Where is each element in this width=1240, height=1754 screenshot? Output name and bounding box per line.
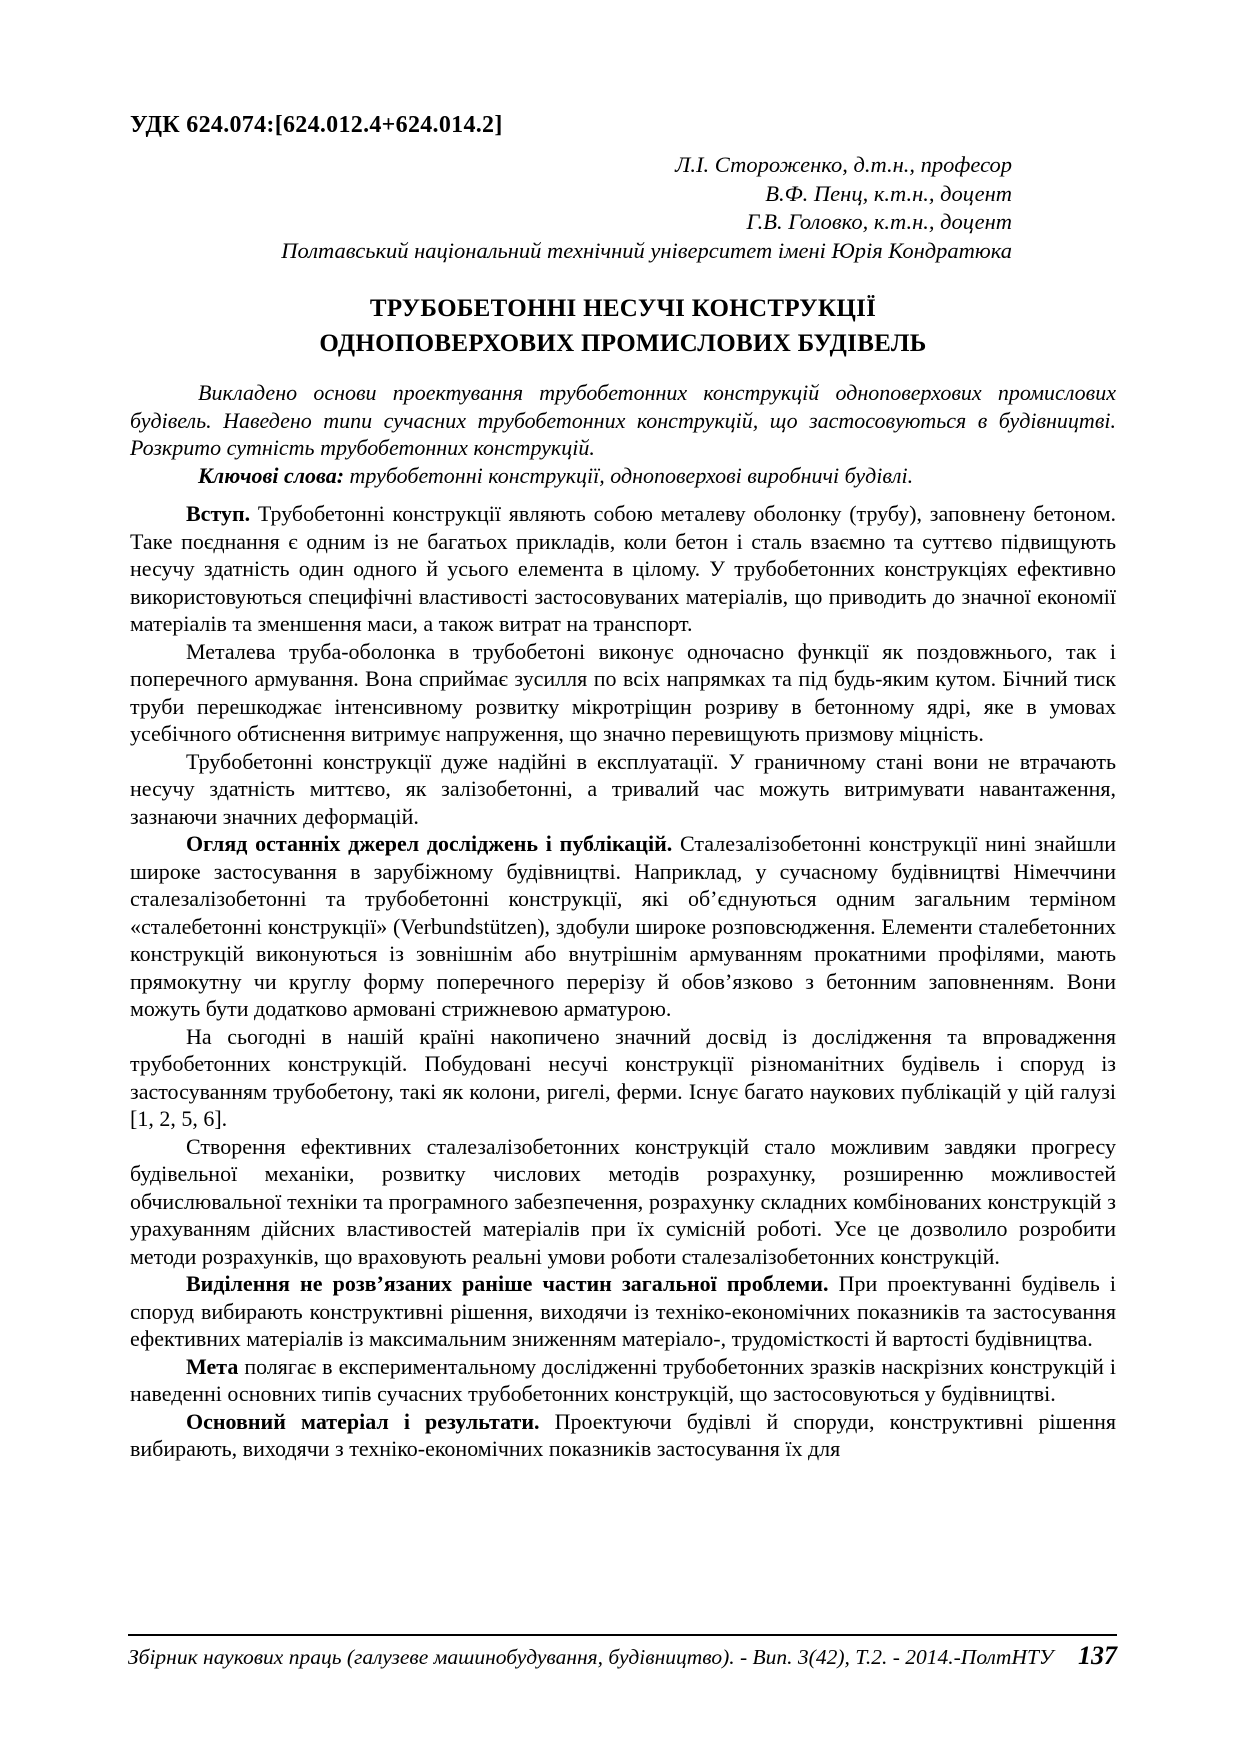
body-paragraph: Виділення не розв’язаних раніше частин загальної проблеми. При проектуванні будівель і споруд вибирають конструктивні рішення, виходячи із техніко-економічних показників та застосування ефективних матеріалів із максимальним зниженням матеріало-, трудомісткості й вартості будівництва. xyxy=(130,1271,1116,1351)
page-number: 137 xyxy=(1078,1641,1117,1670)
article-body xyxy=(130,500,1116,1463)
abstract-text: Викладено основи проектування трубобетонних конструкцій одноповерхових промислових будівель. Наведено типи сучасних трубобетонних конструкцій, що застосовуються в будівництві. Розкрито сутність трубобетонних конструкцій. xyxy=(130,380,1116,460)
body-paragraph: Металева труба-оболонка в трубобетоні виконує одночасно функції як поздовжнього, так і поперечного армування. Вона сприймає зусилля по всіх напрямках та під будь-яким кутом. Бічний тиск труби перешкоджає інтенсивному розвитку мікротріщин розриву в бетонному ядрі, яке в умовах усебічного обтиснення витримує напруження, що значно перевищують призмову міцність. xyxy=(130,638,1116,746)
paragraph-lead: Мета xyxy=(186,1353,239,1379)
article-title xyxy=(130,291,1116,361)
body-paragraph: Основний матеріал і результати. Проектуючи будівлі й споруди, конструктивні рішення вибирають, виходячи з техніко-економічних показників застосування їх для xyxy=(130,1408,1116,1461)
paragraph-lead: Вступ. xyxy=(186,501,251,526)
keywords-line xyxy=(130,462,1116,490)
udc-code: УДК 624.074:[624.012.4+624.014.2] xyxy=(130,112,503,138)
author-line: Г.В. Головко, к.т.н., доцент xyxy=(746,209,1012,234)
keywords-label: Ключові слова: xyxy=(198,462,345,488)
article-title-line-1: ТРУБОБЕТОННІ НЕСУЧІ КОНСТРУКЦІЇ xyxy=(369,295,877,322)
paragraph-lead: Основний матеріал і результати. xyxy=(186,1408,540,1434)
footer-journal-line: Збірник наукових праць (галузеве машинобудування, будівництво). - Вип. 3(42), Т.2. - 2014.-ПолтНТУ xyxy=(128,1645,1054,1669)
paragraph-lead: Виділення не розв’язаних раніше частин загальної проблеми. xyxy=(186,1271,829,1296)
paragraph-lead: Огляд останніх джерел досліджень і публікацій. xyxy=(186,831,673,856)
author-line: Л.І. Стороженко, д.т.н., професор xyxy=(675,152,1012,177)
abstract-section xyxy=(130,379,1116,489)
keywords-text: трубобетонні конструкції, одноповерхові виробничі будівлі. xyxy=(349,462,914,488)
author-line: В.Ф. Пенц, к.т.н., доцент xyxy=(765,180,1012,206)
article-title-line-2: ОДНОПОВЕРХОВИХ ПРОМИСЛОВИХ БУДІВЕЛЬ xyxy=(319,330,927,357)
page-footer xyxy=(128,1634,1117,1670)
body-paragraph: Огляд останніх джерел досліджень і публікацій. Сталезалізобетонні конструкції нині знайшли широке застосування в зарубіжному будівництві. Наприклад, у сучасному будівництві Німеччини сталезалізобетонні та трубобетонні конструкції, які об’єднуються одним загальним терміном «сталебетонні конструкції» (Verbundstützen), здобули широке розповсюдження. Елементи сталебетонних конструкцій виконуються із зовнішнім або внутрішнім армуванням прокатними профілями, мають прямокутну чи круглу форму поперечного перерізу й обов’язково з бетонним заповненням. Вони можуть бути додатково армовані стрижневою арматурою. xyxy=(130,831,1116,1021)
page-content xyxy=(130,112,1116,1463)
body-paragraph: Вступ. Трубобетонні конструкції являють собою металеву оболонку (трубу), заповнену бетоном. Таке поєднання є одним із не багатьох прикладів, коли бетон і сталь взаємно та суттєво підвищують несучу здатність один одного й усього елемента в цілому. У трубобетонних конструкціях ефективно використовуються специфічні властивості застосовуваних матеріалів, що приводить до значної економії матеріалів та зменшення маси, а також витрат на транспорт. xyxy=(130,501,1116,636)
body-paragraph: Створення ефективних сталезалізобетонних конструкцій стало можливим завдяки прогресу будівельної механіки, розвитку числових методів розрахунку, розширенню можливостей обчислювальної техніки та програмного забезпечення, розрахунку складних комбінованих конструкцій з урахуванням дійсних властивостей матеріалів при їх сумісній роботі. Усе це дозволило розробити методи розрахунків, що враховують реальні умови роботи сталезалізобетонних конструкцій. xyxy=(130,1133,1116,1269)
affiliation: Полтавський національний технічний університет імені Юрія Кондратюка xyxy=(281,237,1012,263)
authors-block xyxy=(130,151,1116,265)
body-paragraph: На сьогодні в нашій країні накопичено значний досвід із дослідження та впровадження трубобетонних конструкцій. Побудовані несучі конструкції різноманітних будівель і споруд із застосуванням трубобетону, такі як колони, ригелі, ферми. Існує багато наукових публікацій у цій галузі [1, 2, 5, 6]. xyxy=(130,1023,1116,1131)
body-paragraph: Мета полягає в експериментальному дослідженні трубобетонних зразків наскрізних конструкцій і наведенні основних типів сучасних трубобетонних конструкцій, що застосовуються у будівництві. xyxy=(130,1353,1116,1406)
body-paragraph: Трубобетонні конструкції дуже надійні в експлуатації. У граничному стані вони не втрачають несучу здатність миттєво, як залізобетонні, а тривалий час можуть витримувати навантаження, зазнаючи значних деформацій. xyxy=(130,748,1116,829)
